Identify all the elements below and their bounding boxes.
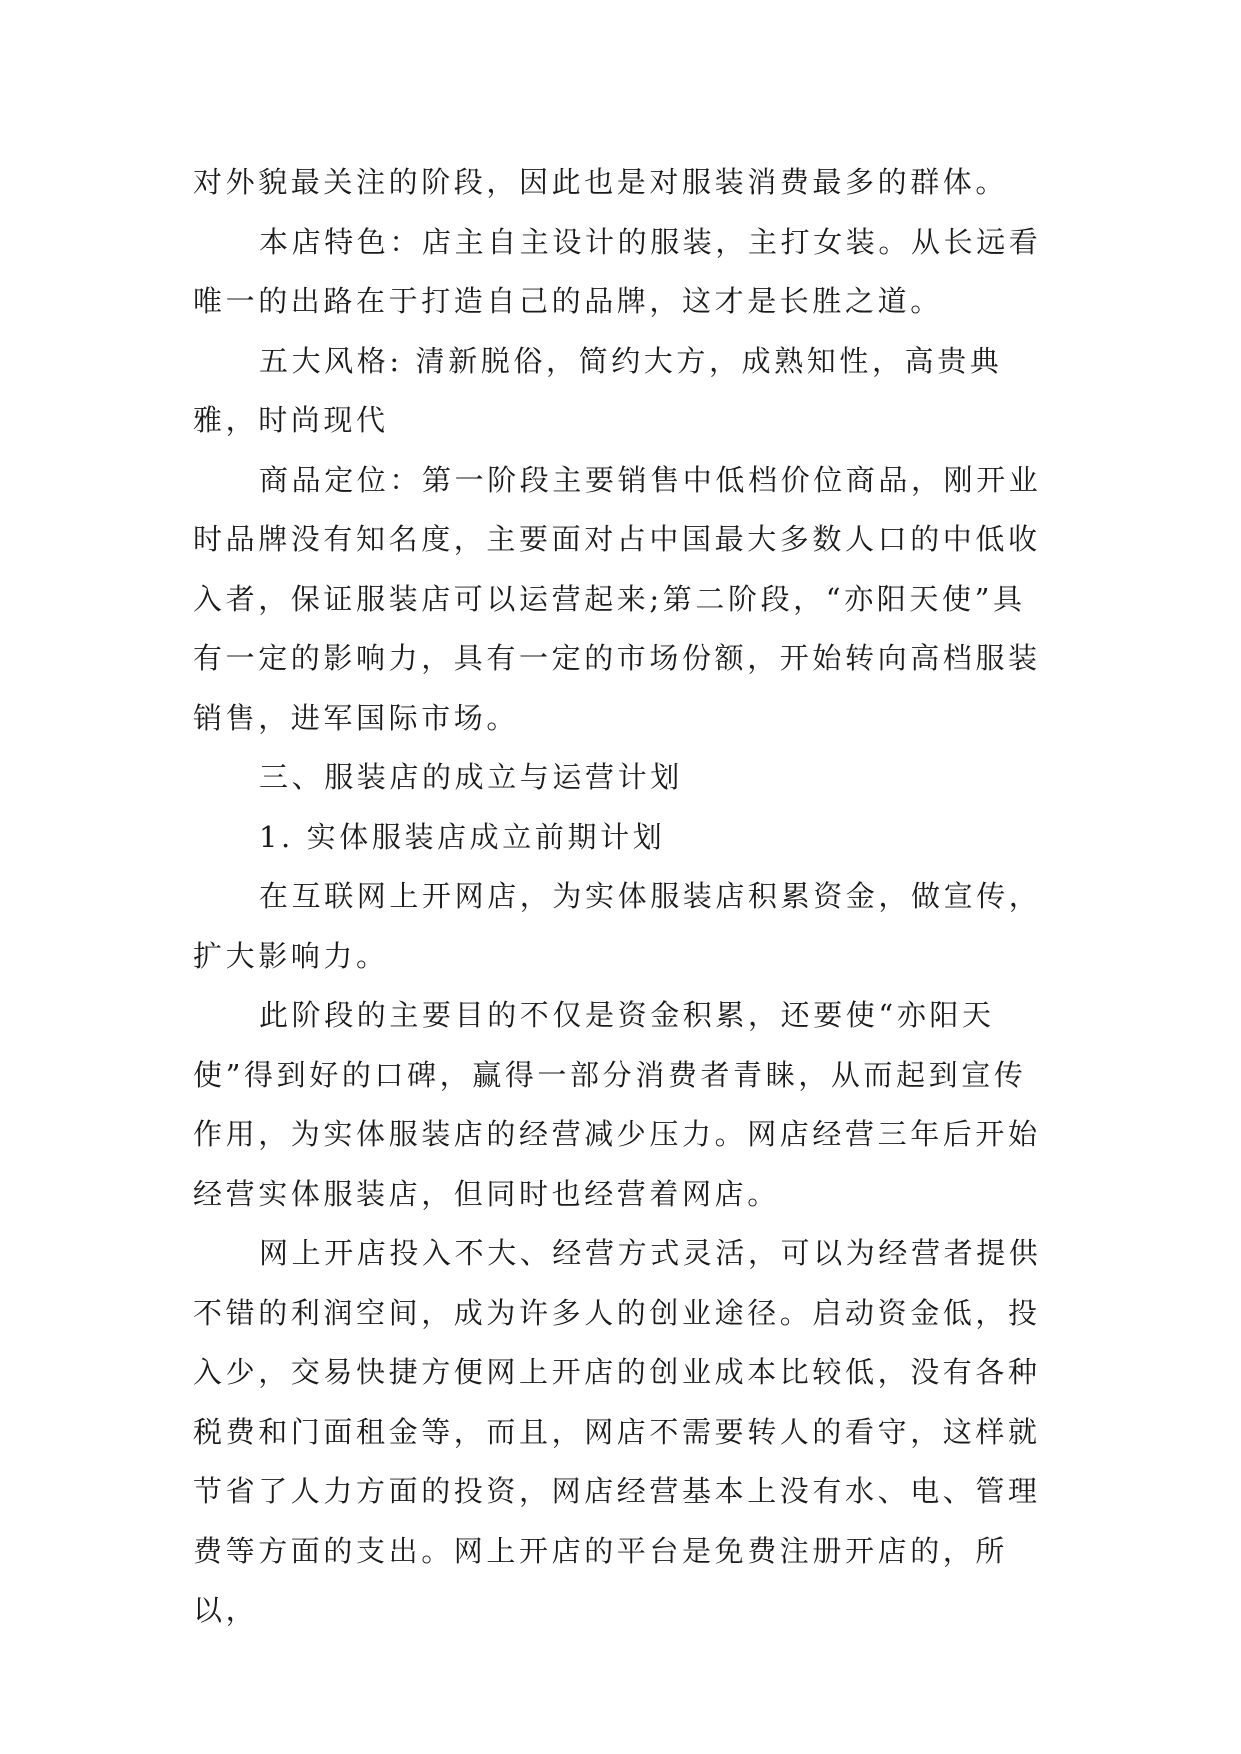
document-body [193,153,1053,1641]
paragraph-1: 对外貌最关注的阶段，因此也是对服装消费最多的群体。 [193,165,1009,199]
paragraph-store-features: 本店特色：店主自主设计的服装，主打女装。从长远看唯一的出路在于打造自己的品牌，这才是长胜之道。 [193,224,1042,318]
paragraph-online-store: 在互联网上开网店，为实体服装店积累资金，做宣传，扩大影响力。 [193,879,1042,973]
paragraph-stage-purpose: 此阶段的主要目的不仅是资金积累，还要使“亦阳天使”得到好的口碑，赢得一部分消费者青睐，从而起到宣传作用，为实体服装店的经营减少压力。网店经营三年后开始经营实体服装店，但同时也经营着网店。 [193,998,1041,1211]
subsection-heading: 1. 实体服装店成立前期计划 [259,819,666,854]
paragraph-five-styles: 五大风格: 清新脱俗，简约大方，成熟知性，高贵典雅，时尚现代 [193,343,1003,437]
section-heading: 三、服装店的成立与运营计划 [259,760,683,794]
paragraph-product-positioning: 商品定位：第一阶段主要销售中低档价位商品，刚开业时品牌没有知名度，主要面对占中国最大多数人口的中低收入者，保证服装店可以运营起来;第二阶段，“亦阳天使”具有一定的影响力，具有一定的市场份额，开始转向高档服装销售，进军国际市场。 [193,462,1042,735]
paragraph-online-advantages: 网上开店投入不大、经营方式灵活，可以为经营者提供不错的利润空间，成为许多人的创业途径。启动资金低，投入少，交易快捷方便网上开店的创业成本比较低，没有各种税费和门面租金等，而且，网店不需要转人的看守，这样就节省了人力方面的投资，网店经营基本上没有水、电、管理费等方面的支出。网上开店的平台是免费注册开店的，所以， [193,1236,1042,1627]
